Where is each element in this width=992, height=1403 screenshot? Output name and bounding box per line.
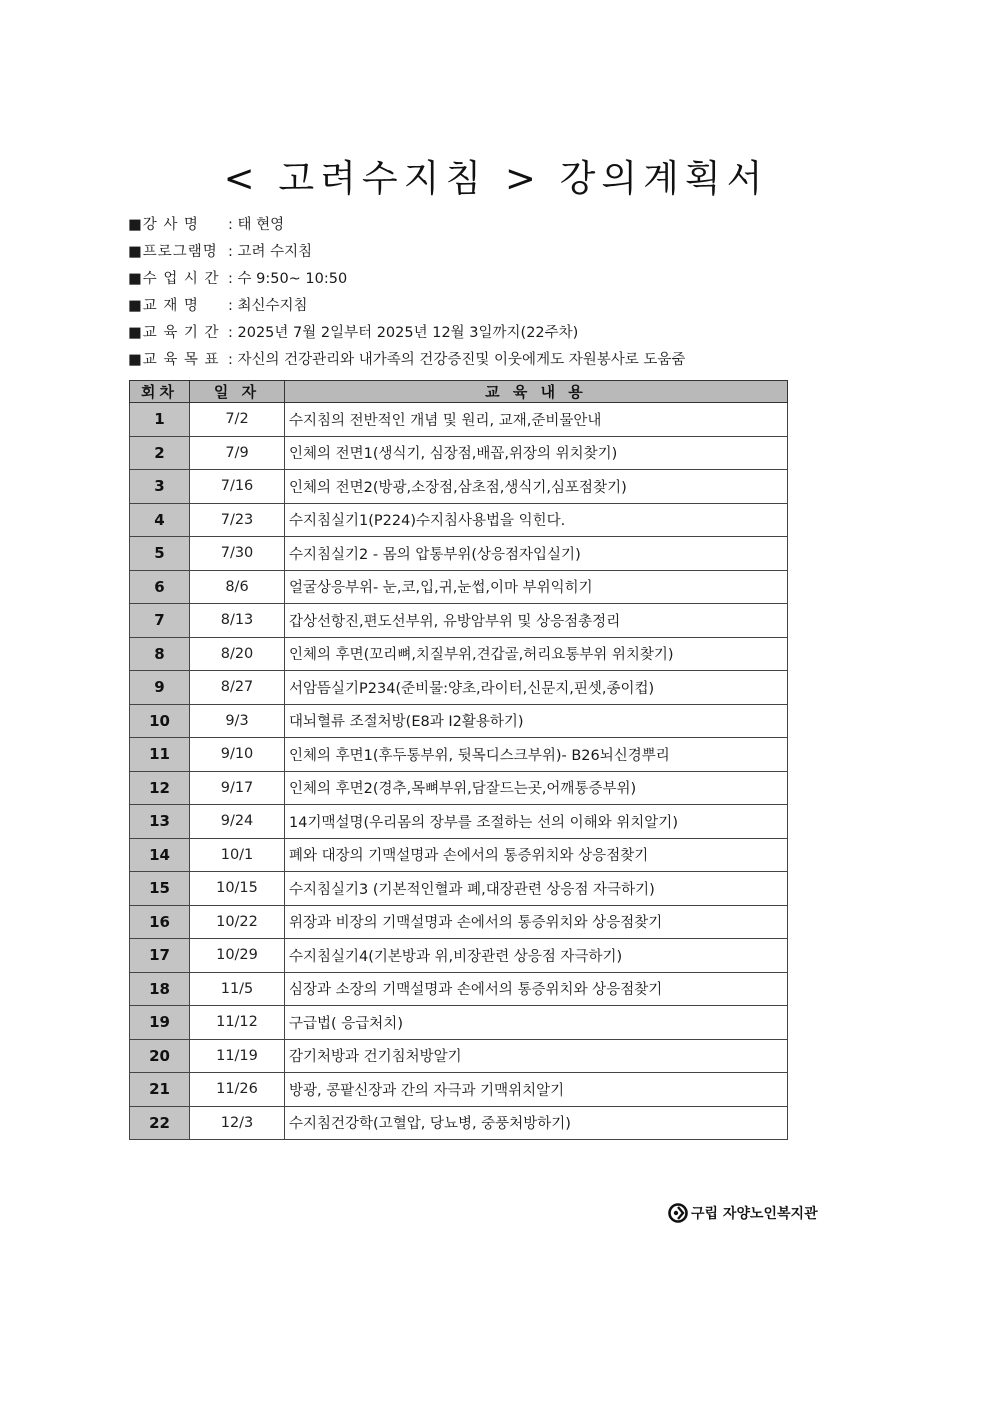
session-number: 4 — [130, 503, 190, 537]
info-value: : 고려 수지침 — [228, 244, 313, 260]
session-date: 11/5 — [190, 972, 285, 1006]
session-number: 15 — [130, 872, 190, 906]
session-number: 5 — [130, 537, 190, 571]
session-number: 16 — [130, 905, 190, 939]
table-row — [130, 771, 788, 805]
table-row — [130, 1006, 788, 1040]
session-content: 수지침의 전반적인 개념 및 원리, 교재,준비물안내 — [285, 403, 788, 437]
session-date: 11/12 — [190, 1006, 285, 1040]
session-date: 10/15 — [190, 872, 285, 906]
session-number: 2 — [130, 436, 190, 470]
session-content: 구급법( 응급처치) — [285, 1006, 788, 1040]
session-content: 수지침실기4(기본방과 위,비장관련 상응점 자극하기) — [285, 939, 788, 973]
session-number: 20 — [130, 1039, 190, 1073]
session-content: 인체의 전면2(방광,소장점,삼초점,생식기,심포점찾기) — [285, 470, 788, 504]
table-row — [130, 738, 788, 772]
table-row — [130, 905, 788, 939]
table-row — [130, 838, 788, 872]
course-info — [128, 210, 828, 372]
session-content: 폐와 대장의 기맥설명과 손에서의 통증위치와 상응점찾기 — [285, 838, 788, 872]
session-content: 인체의 후면(꼬리뼈,치질부위,견갑골,허리요통부위 위치찾기) — [285, 637, 788, 671]
table-row — [130, 1106, 788, 1140]
info-row — [128, 237, 828, 264]
table-row — [130, 671, 788, 705]
session-number: 17 — [130, 939, 190, 973]
session-number: 13 — [130, 805, 190, 839]
session-date: 9/10 — [190, 738, 285, 772]
session-number: 10 — [130, 704, 190, 738]
header-date: 일 자 — [190, 381, 285, 403]
session-number: 22 — [130, 1106, 190, 1140]
table-row — [130, 939, 788, 973]
table-row — [130, 972, 788, 1006]
session-content: 심장과 소장의 기맥설명과 손에서의 통증위치와 상응점찾기 — [285, 972, 788, 1006]
session-number: 19 — [130, 1006, 190, 1040]
session-number: 14 — [130, 838, 190, 872]
session-date: 7/23 — [190, 503, 285, 537]
info-label: ■수 업 시 간 — [128, 271, 220, 287]
info-value: : 자신의 건강관리와 내가족의 건강증진및 이웃에게도 자원봉사로 도움줌 — [228, 352, 686, 368]
session-content: 인체의 전면1(생식기, 심장점,배꼽,위장의 위치찾기) — [285, 436, 788, 470]
session-number: 18 — [130, 972, 190, 1006]
session-content: 수지침실기3 (기본적인혈과 폐,대장관련 상응점 자극하기) — [285, 872, 788, 906]
session-content: 대뇌혈류 조절처방(E8과 I2활용하기) — [285, 704, 788, 738]
table-row — [130, 537, 788, 571]
info-value: : 태 현영 — [228, 217, 285, 233]
table-row — [130, 1039, 788, 1073]
table-row — [130, 436, 788, 470]
session-date: 8/27 — [190, 671, 285, 705]
header-content: 교 육 내 용 — [285, 381, 788, 403]
session-date: 8/20 — [190, 637, 285, 671]
session-number: 21 — [130, 1073, 190, 1107]
session-date: 10/22 — [190, 905, 285, 939]
session-date: 10/29 — [190, 939, 285, 973]
info-row — [128, 345, 828, 372]
session-date: 11/26 — [190, 1073, 285, 1107]
header-session: 회차 — [130, 381, 190, 403]
session-date: 9/24 — [190, 805, 285, 839]
page-title: < 고려수지침 > 강의계획서 — [223, 157, 769, 200]
session-content: 인체의 후면1(후두통부위, 뒷목디스크부위)- B26뇌신경뿌리 — [285, 738, 788, 772]
organization-name: 구립 자양노인복지관 — [691, 1206, 818, 1222]
table-row — [130, 604, 788, 638]
session-content: 수지침실기2 - 몸의 압통부위(상응점자입실기) — [285, 537, 788, 571]
session-number: 12 — [130, 771, 190, 805]
session-date: 8/13 — [190, 604, 285, 638]
info-row — [128, 291, 828, 318]
info-value: : 최신수지침 — [228, 298, 308, 314]
session-date: 10/1 — [190, 838, 285, 872]
info-label: ■교 육 목 표 — [128, 352, 220, 368]
table-row — [130, 403, 788, 437]
lecture-plan-table — [129, 380, 788, 1140]
session-date: 7/2 — [190, 403, 285, 437]
info-row — [128, 210, 828, 237]
session-date: 8/6 — [190, 570, 285, 604]
session-number: 9 — [130, 671, 190, 705]
info-value: : 2025년 7월 2일부터 2025년 12월 3일까지(22주차) — [228, 325, 579, 341]
info-label: ■교 육 기 간 — [128, 325, 220, 341]
session-date: 9/17 — [190, 771, 285, 805]
info-label: ■강 사 명 — [128, 217, 199, 233]
session-content: 수지침건강학(고혈압, 당뇨병, 중풍처방하기) — [285, 1106, 788, 1140]
session-date: 7/16 — [190, 470, 285, 504]
session-date: 9/3 — [190, 704, 285, 738]
session-content: 얼굴상응부위- 눈,코,입,귀,눈썹,이마 부위익히기 — [285, 570, 788, 604]
info-label: ■교 재 명 — [128, 298, 199, 314]
table-row — [130, 570, 788, 604]
session-number: 11 — [130, 738, 190, 772]
organization-logo — [668, 1203, 818, 1223]
table-header-row — [130, 381, 788, 403]
info-label: ■프로그램명 — [128, 244, 218, 260]
session-content: 수지침실기1(P224)수지침사용법을 익힌다. — [285, 503, 788, 537]
session-date: 7/9 — [190, 436, 285, 470]
table-row — [130, 1073, 788, 1107]
session-date: 7/30 — [190, 537, 285, 571]
table-row — [130, 704, 788, 738]
session-content: 갑상선항진,편도선부위, 유방암부위 및 상응점총정리 — [285, 604, 788, 638]
session-content: 서암뜸실기P234(준비물:양초,라이터,신문지,핀셋,종이컵) — [285, 671, 788, 705]
info-row — [128, 264, 828, 291]
table-row — [130, 637, 788, 671]
info-row — [128, 318, 828, 345]
session-date: 11/19 — [190, 1039, 285, 1073]
session-date: 12/3 — [190, 1106, 285, 1140]
table-row — [130, 470, 788, 504]
session-content: 위장과 비장의 기맥설명과 손에서의 통증위치와 상응점찾기 — [285, 905, 788, 939]
session-content: 감기처방과 건기침처방알기 — [285, 1039, 788, 1073]
welfare-center-logo-icon — [668, 1203, 688, 1223]
session-content: 14기맥설명(우리몸의 장부를 조절하는 선의 이해와 위치알기) — [285, 805, 788, 839]
session-content: 방광, 콩팥신장과 간의 자극과 기맥위치알기 — [285, 1073, 788, 1107]
session-number: 8 — [130, 637, 190, 671]
table-row — [130, 503, 788, 537]
session-number: 7 — [130, 604, 190, 638]
session-content: 인체의 후면2(경추,목뼈부위,담잘드는곳,어깨통증부위) — [285, 771, 788, 805]
table-row — [130, 805, 788, 839]
session-number: 3 — [130, 470, 190, 504]
info-value: : 수 9:50~ 10:50 — [228, 271, 348, 287]
table-row — [130, 872, 788, 906]
session-number: 1 — [130, 403, 190, 437]
session-number: 6 — [130, 570, 190, 604]
